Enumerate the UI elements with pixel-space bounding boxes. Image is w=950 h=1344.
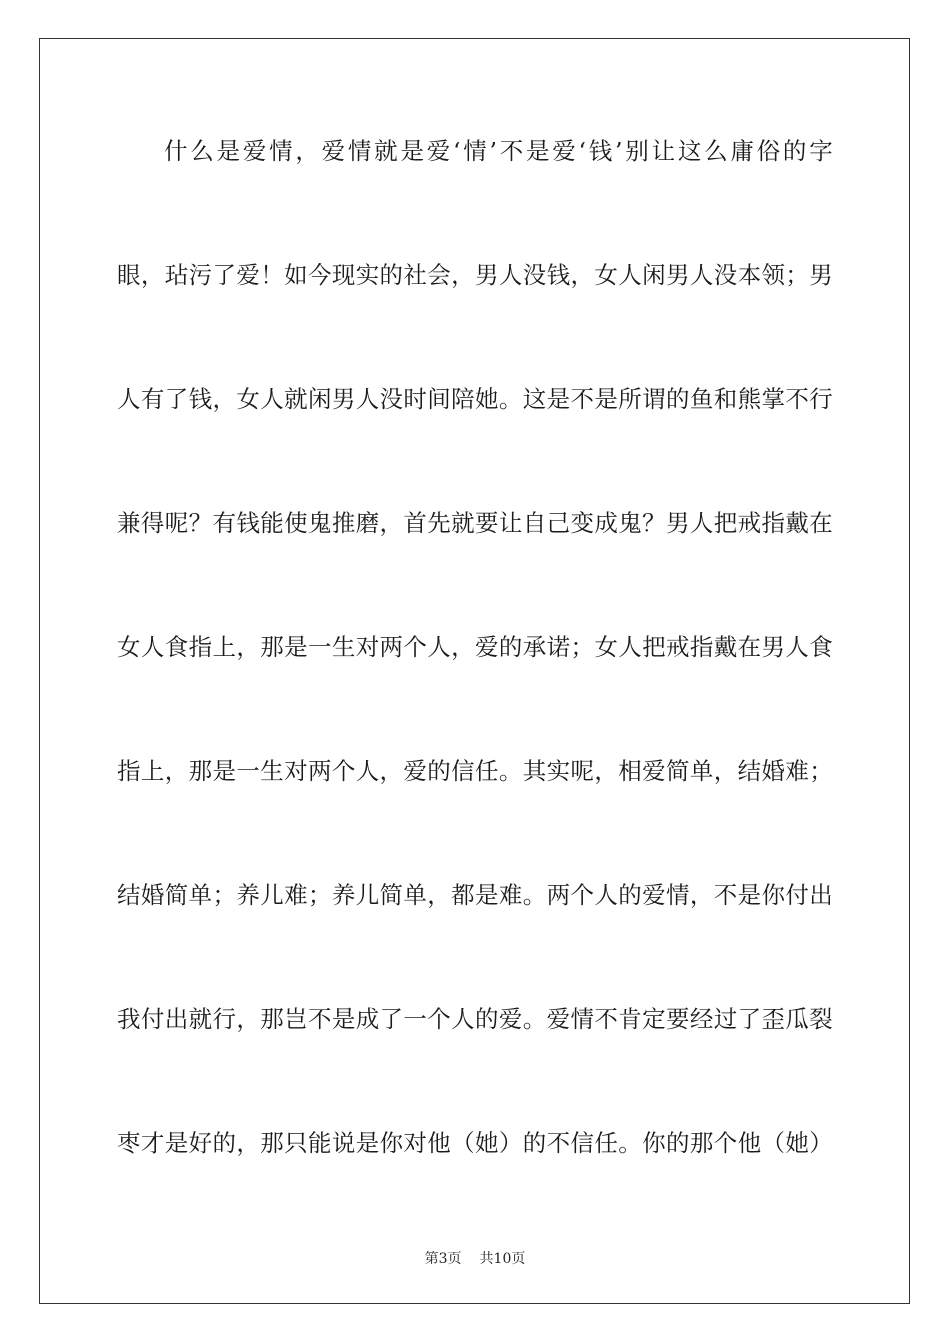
paragraph-line-1: 什么是爱情，爱情就是爱‘情’不是爱‘钱’别让这么庸俗的字 xyxy=(164,137,833,165)
paragraph-line-3: 人有了钱，女人就闲男人没时间陪她。这是不是所谓的鱼和熊掌不行 xyxy=(117,385,833,413)
paragraph-line-6: 指上，那是一生对两个人，爱的信任。其实呢，相爱简单，结婚难； xyxy=(117,757,833,785)
page-number-total: 共10页 xyxy=(479,1251,526,1267)
paragraph-line-2: 眼，玷污了爱！如今现实的社会，男人没钱，女人闲男人没本领；男 xyxy=(117,261,833,289)
paragraph-line-8: 我付出就行，那岂不是成了一个人的爱。爱情不肯定要经过了歪瓜裂 xyxy=(117,1005,833,1033)
page-number-current: 第3页 xyxy=(424,1251,462,1267)
paragraph-line-5: 女人食指上，那是一生对两个人，爱的承诺；女人把戒指戴在男人食 xyxy=(117,633,833,661)
paragraph-line-7: 结婚简单；养儿难；养儿简单，都是难。两个人的爱情，不是你付出 xyxy=(117,881,833,909)
paragraph-line-4: 兼得呢？有钱能使鬼推磨，首先就要让自己变成鬼？男人把戒指戴在 xyxy=(117,509,833,537)
page-footer xyxy=(0,1248,950,1268)
document-body xyxy=(117,127,833,1243)
paragraph-line-9: 枣才是好的，那只能说是你对他（她）的不信任。你的那个他（她） xyxy=(117,1129,833,1157)
